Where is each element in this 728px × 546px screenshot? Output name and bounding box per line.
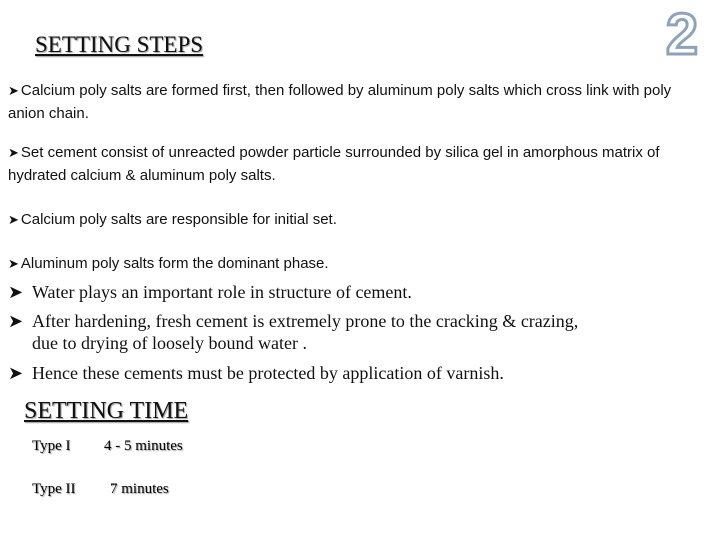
- arrow-bullet-icon: ➤: [8, 256, 19, 271]
- bullet-text: Calcium poly salts are responsible for initial set.: [20, 211, 337, 228]
- setting-time-type: Type II: [32, 481, 76, 497]
- arrow-bullet-icon: ➤: [8, 83, 19, 98]
- arrow-bullet-icon: ➤: [8, 212, 19, 227]
- setting-time-type: Type I: [32, 438, 71, 454]
- slide-number-text: 2: [665, 6, 699, 60]
- arrow-bullet-icon: ➤: [8, 363, 24, 383]
- bullet-text: Calcium poly salts are formed first, then followed by aluminum poly salts which cross link with poly anion chain.: [8, 82, 672, 122]
- section-heading-setting-steps: SETTING STEPS: [35, 32, 204, 57]
- bullet-item-2: [8, 141, 698, 187]
- bullet-item-3: [8, 208, 698, 231]
- arrow-bullet-icon: ➤: [8, 145, 19, 160]
- bullet-text: Hence these cements must be protected by application of varnish.: [32, 363, 504, 383]
- bullet-text: Water plays an important role in structure of cement.: [32, 282, 412, 302]
- arrow-bullet-icon: ➤: [8, 282, 24, 302]
- arrow-bullet-icon: ➤: [8, 311, 24, 331]
- bullet-text: Set cement consist of unreacted powder particle surrounded by silica gel in amorphous matrix of hydrated calcium & aluminum poly salts.: [8, 144, 660, 184]
- bullet-item-7: [8, 362, 708, 384]
- bullet-item-1: [8, 79, 698, 125]
- section-heading-setting-time: SETTING TIME: [24, 398, 189, 424]
- bullet-text: After hardening, fresh cement is extremely prone to the cracking & crazing, due to drying of loosely bound water .: [32, 311, 579, 353]
- bullet-text: Aluminum poly salts form the dominant phase.: [20, 255, 329, 272]
- slide-number: [658, 6, 706, 60]
- bullet-item-4: [8, 252, 698, 275]
- setting-time-value: 7 minutes: [110, 481, 169, 497]
- bullet-item-5: [8, 281, 708, 303]
- setting-time-value: 4 - 5 minutes: [104, 438, 183, 454]
- bullet-item-6: [8, 310, 588, 354]
